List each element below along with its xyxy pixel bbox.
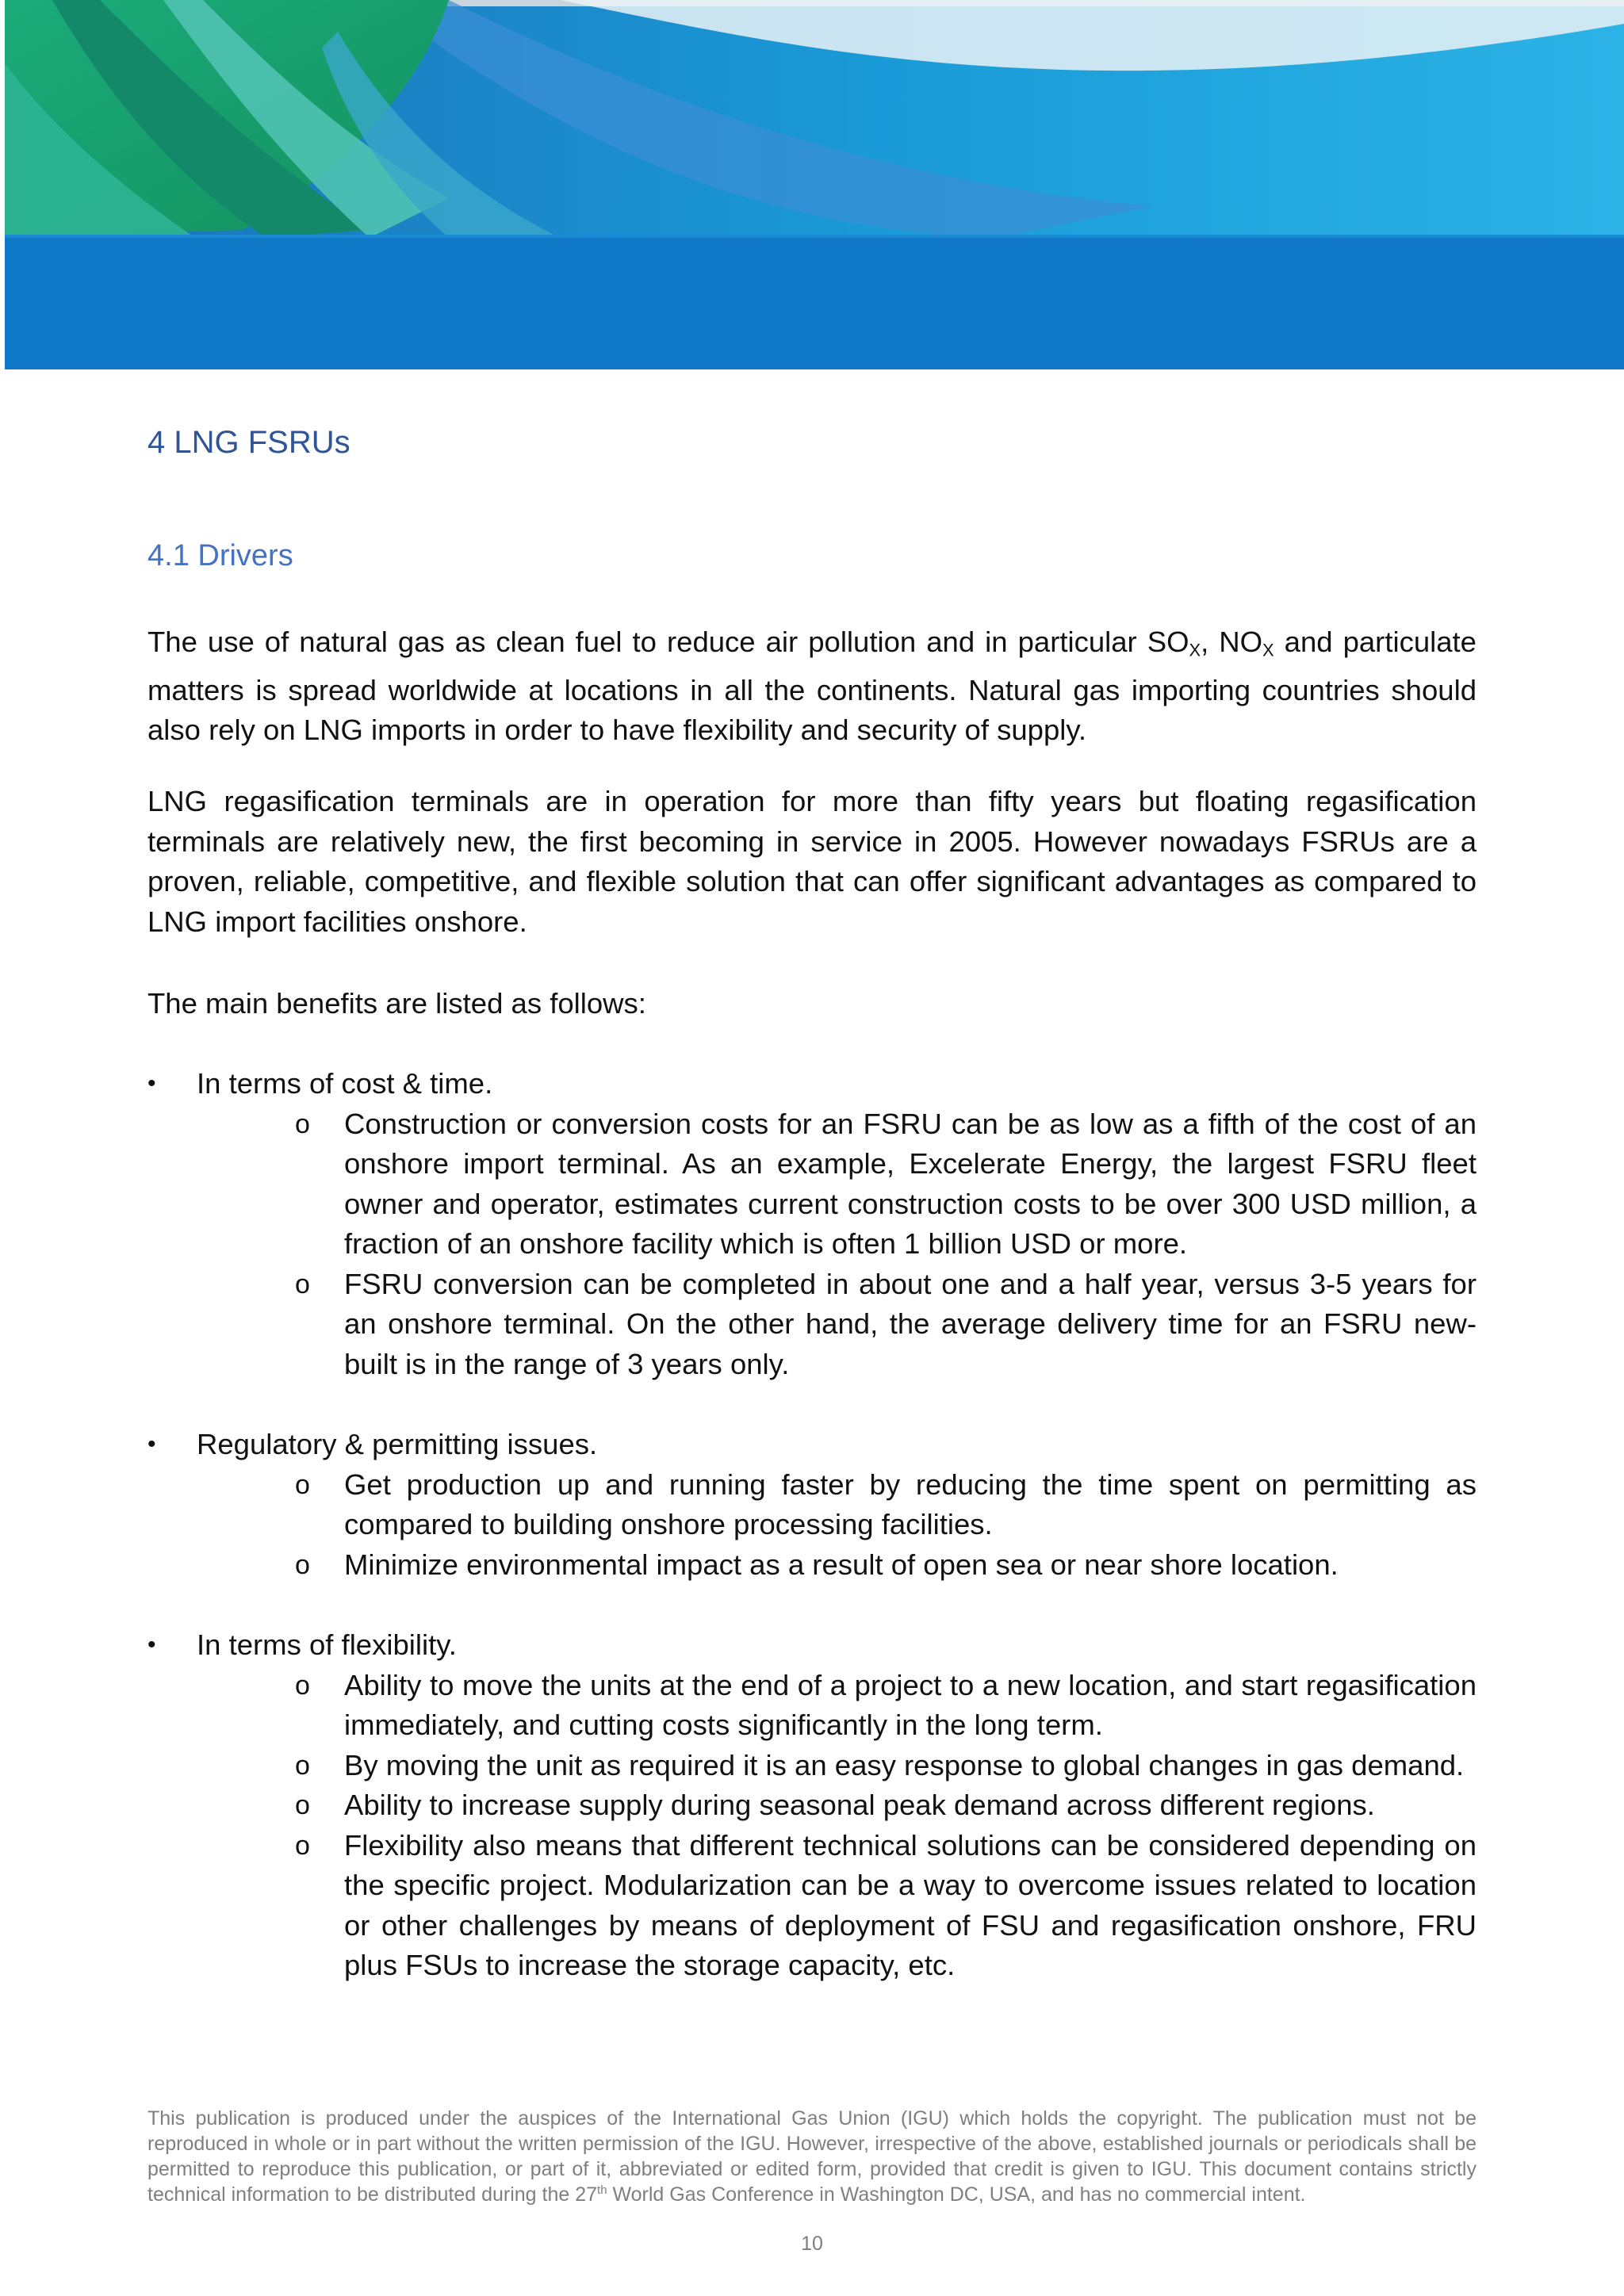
bullet-icon: • — [147, 1431, 156, 1457]
benefit-group-flexibility — [147, 1625, 1477, 1986]
sub-bullet-icon: o — [295, 1549, 310, 1580]
sub-item-text: Get production up and running faster by reducing the time spent on permitting as compared to building onshore processing facilities. — [344, 1468, 1477, 1540]
benefits-intro: The main benefits are listed as follows: — [147, 987, 646, 1020]
subscript-x: X — [1189, 640, 1201, 660]
sub-list — [147, 1465, 1477, 1586]
sub-bullet-icon: o — [295, 1830, 310, 1861]
bullet-item — [147, 1625, 1477, 1666]
page-number: 10 — [801, 2233, 823, 2255]
sub-bullet-icon: o — [295, 1269, 310, 1299]
footer-text: This publication is produced under the auspices of the International Gas Union (IGU) which holds the copyright. The publication must not be reproduced in whole or in part without the written permission of the IGU. However, irrespective of the above, established journals or periodicals shall be permitted to reproduce this publication, or part of it, abbreviated or edited form, provided that credit is given to IGU. This document contains strictly technical information to be distributed during the 27 — [147, 2107, 1477, 2206]
bullet-title: In terms of flexibility. — [197, 1628, 457, 1661]
sub-item — [147, 1465, 1477, 1545]
sub-item — [147, 1785, 1477, 1826]
sub-item — [147, 1265, 1477, 1385]
sub-item-text: Minimize environmental impact as a result of open sea or near shore location. — [344, 1548, 1339, 1581]
bullet-icon: • — [147, 1632, 156, 1658]
footer-superscript: th — [597, 2183, 607, 2197]
sub-item — [147, 1666, 1477, 1746]
sub-item-text: Flexibility also means that different technical solutions can be considered depending on the specific project. Modularization can be a way to overcome issues related to location or other challenges by means of deployment of FSU and regasification onshore, FRU plus FSUs to increase the storage capacity, etc. — [344, 1828, 1477, 1981]
subscript-x: X — [1262, 640, 1274, 660]
banner-graphic — [5, 0, 1624, 369]
header-banner — [5, 0, 1624, 369]
sub-item — [147, 1826, 1477, 1986]
sub-item — [147, 1545, 1477, 1586]
sub-bullet-icon: o — [295, 1750, 310, 1781]
paragraph-2: LNG regasification terminals are in operation for more than fifty years but floating regasification terminals are relatively new, the first becoming in service in 2005. However nowadays FSRUs are a proven, reliable, competitive, and flexible solution that can offer significant advantages as compared to LNG import facilities onshore. — [147, 785, 1477, 938]
sub-item — [147, 1746, 1477, 1786]
copyright-footer — [147, 2106, 1477, 2207]
bullet-item — [147, 1064, 1477, 1104]
paragraph-1 — [147, 622, 1477, 751]
paragraph-1-part: The use of natural gas as clean fuel to reduce air pollution and in particular SO — [147, 626, 1189, 658]
sub-bullet-icon: o — [295, 1670, 310, 1701]
chapter-heading: 4 LNG FSRUs — [147, 425, 350, 460]
bullet-item — [147, 1425, 1477, 1465]
benefit-group-cost-time — [147, 1064, 1477, 1384]
sub-item — [147, 1104, 1477, 1265]
bullet-icon: • — [147, 1070, 156, 1096]
bullet-title: In terms of cost & time. — [197, 1067, 493, 1100]
sub-item-text: Ability to move the units at the end of a project to a new location, and start regasification immediately, and cutting costs significantly in the long term. — [344, 1668, 1477, 1741]
footer-text: World Gas Conference in Washington DC, USA, and has no commercial intent. — [607, 2183, 1306, 2206]
sub-item-text: Construction or conversion costs for an FSRU can be as low as a fifth of the cost of an onshore import terminal. As an example, Excelerate Energy, the largest FSRU fleet owner and operator, estimates current construction costs to be over 300 USD million, a fraction of an onshore facility which is often 1 billion USD or more. — [344, 1107, 1477, 1260]
benefit-group-regulatory — [147, 1425, 1477, 1585]
sub-list — [147, 1104, 1477, 1385]
paragraph-1-part: , NO — [1201, 626, 1263, 658]
sub-item-text: By moving the unit as required it is an easy response to global changes in gas demand. — [344, 1748, 1465, 1781]
sub-bullet-icon: o — [295, 1108, 310, 1139]
sub-bullet-icon: o — [295, 1469, 310, 1500]
sub-bullet-icon: o — [295, 1790, 310, 1820]
sub-list — [147, 1666, 1477, 1986]
section-heading: 4.1 Drivers — [147, 539, 293, 572]
paragraph-1-part: and particulate matters is spread worldwide at locations in all the continents. Natural gas importing countries should also rely on LNG imports in order to have flexibility and security of supply. — [147, 626, 1477, 747]
sub-item-text: FSRU conversion can be completed in about one and a half year, versus 3-5 years for an onshore terminal. On the other hand, the average delivery time for an FSRU new-built is in the range of 3 years only. — [344, 1267, 1477, 1380]
bullet-title: Regulatory & permitting issues. — [197, 1428, 598, 1460]
sub-item-text: Ability to increase supply during seasonal peak demand across different regions. — [344, 1789, 1375, 1821]
